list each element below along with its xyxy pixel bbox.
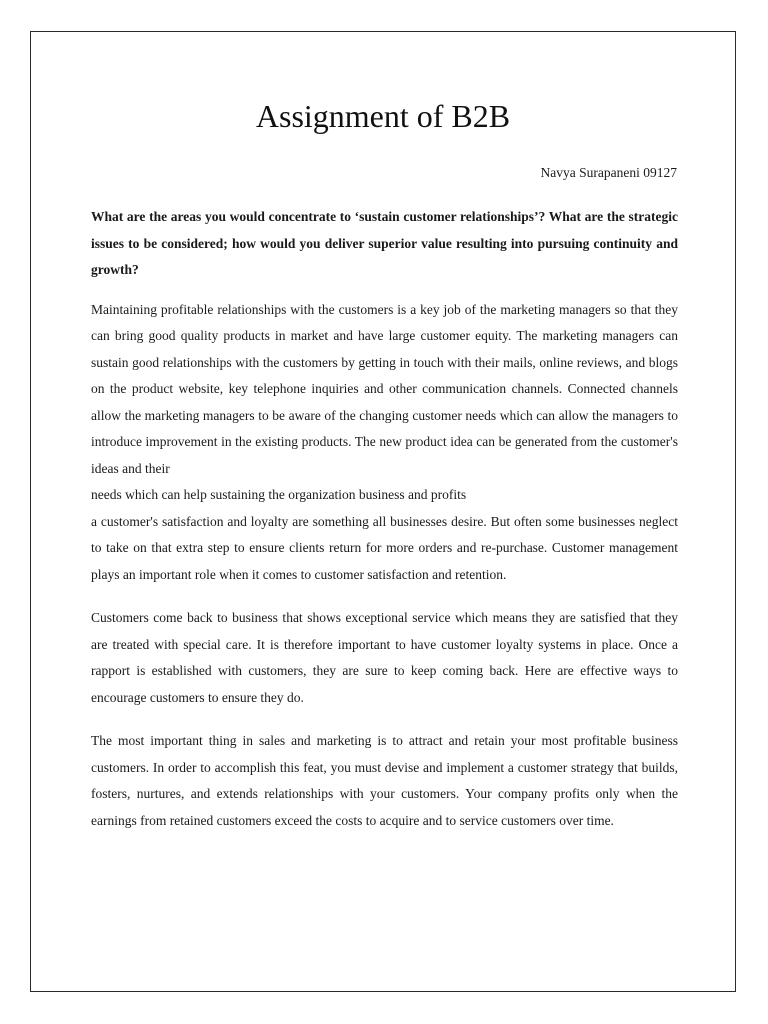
spread-word: needs (91, 487, 122, 502)
paragraph-1-part-1: Maintaining profitable relationships with the customers is a key job of the marketing managers so that they can bring good quality products in market and have large customer equity. The marketing managers can sustain good relationships with the customers by getting in touch with their mails, online reviews, and blogs on the product website, key telephone inquiries and other communication channels. Connected channels allow the marketing managers to be aware of the changing customer needs which can allow the managers to introduce improvement in the existing products. The new product idea can be generated from the customer's ideas and their (91, 301, 678, 476)
spread-word: can (161, 487, 181, 502)
paragraph-1-part-2: a customer's satisfaction and loyalty are something all businesses desire. But often some businesses neglect to take on that extra step to ensure clients return for more orders and re-purchase. Customer management plays an important role when it comes to customer satisfaction and retention. (91, 513, 678, 582)
spread-word: organization (288, 487, 356, 502)
paragraph-3: The most important thing in sales and marketing is to attract and retain your most profitable business customers. In order to accomplish this feat, you must devise and implement a customer strategy that builds, fosters, nurtures, and extends relationships with your customers. Your company profits only when the earnings from retained customers exceed the costs to acquire and to service customers over time. (91, 733, 678, 828)
document-body (91, 204, 678, 851)
page-title: Assignment of B2B (255, 98, 511, 134)
paragraph-2: Customers come back to business that shows exceptional service which means they are satisfied that they are treated with special care. It is therefore important to have customer loyalty systems in place. Once a rapport is established with customers, they are sure to keep coming back. Here are effective ways to encourage customers to ensure they do. (91, 610, 678, 705)
paragraph-1-spread-line (91, 482, 678, 509)
spread-word: and (408, 487, 428, 502)
spread-word: the (268, 487, 285, 502)
document-page (30, 31, 736, 992)
spread-word: sustaining (210, 487, 265, 502)
spread-word: business (358, 487, 405, 502)
question-paragraph: What are the areas you would concentrate to ‘sustain customer relationships’? What are the strategic issues to be considered; how would you deliver superior value resulting into pursuing continuity and growth? (91, 209, 678, 277)
spread-word: profits (430, 487, 467, 502)
author-line: Navya Surapaneni 09127 (540, 165, 677, 180)
paragraph-1 (91, 297, 678, 589)
spread-word: help (183, 487, 207, 502)
spread-word: which (125, 487, 159, 502)
